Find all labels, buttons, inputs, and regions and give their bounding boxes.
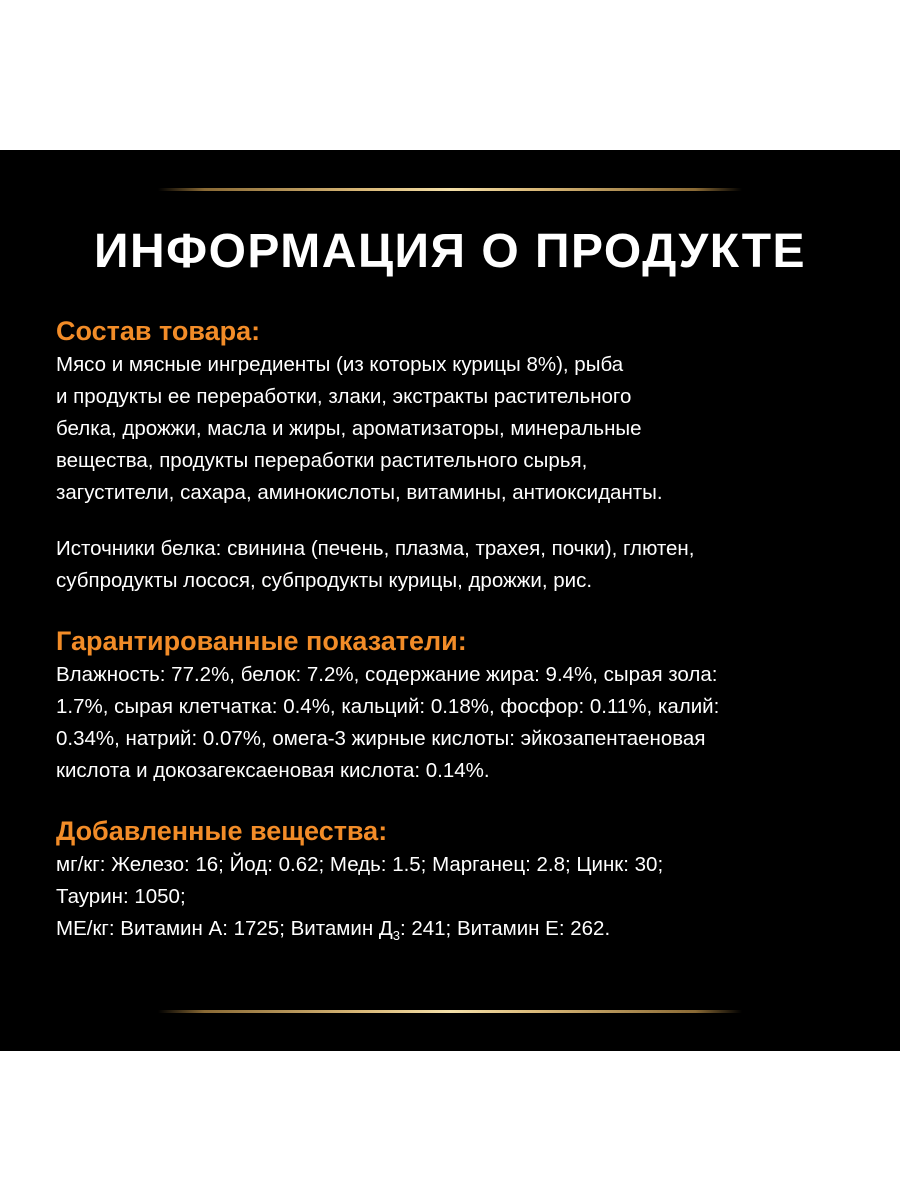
- composition-text: [56, 349, 856, 509]
- additives-me-suffix: : 241; Витамин Е: 262.: [399, 917, 611, 940]
- composition-line: белка, дрожжи, масла и жиры, ароматизаторы, минеральные: [56, 417, 642, 440]
- product-info-content: [56, 313, 856, 945]
- additives-line-me: [56, 913, 856, 945]
- product-info-panel: [0, 150, 900, 1051]
- additives-me-prefix: МЕ/кг: Витамин А: 1725; Витамин Д: [56, 917, 393, 940]
- guaranteed-line: кислота и докозагексаеновая кислота: 0.14%.: [56, 759, 490, 782]
- protein-sources-line: субпродукты лосося, субпродукты курицы, дрожжи, рис.: [56, 569, 593, 592]
- vitamin-d-subscript: 3: [392, 928, 400, 943]
- composition-line: Мясо и мясные ингредиенты (из которых курицы 8%), рыба: [56, 353, 624, 376]
- additives-line-mg: мг/кг: Железо: 16; Йод: 0.62; Медь: 1.5; Марганец: 2.8; Цинк: 30;: [56, 853, 664, 876]
- additives-heading: Добавленные вещества:: [56, 816, 388, 846]
- bottom-divider: [158, 1010, 742, 1013]
- composition-line: вещества, продукты переработки растительного сырья,: [56, 449, 588, 472]
- guaranteed-line: 1.7%, сырая клетчатка: 0.4%, кальций: 0.18%, фосфор: 0.11%, калий:: [56, 695, 720, 718]
- composition-heading: Состав товара:: [56, 316, 261, 346]
- composition-line: и продукты ее переработки, злаки, экстракты растительного: [56, 385, 632, 408]
- additives-line-taurine: Таурин: 1050;: [56, 885, 186, 908]
- protein-sources-text: [56, 533, 856, 597]
- guaranteed-text: [56, 659, 856, 787]
- top-divider: [158, 188, 742, 191]
- guaranteed-line: Влажность: 77.2%, белок: 7.2%, содержание жира: 9.4%, сырая зола:: [56, 663, 718, 686]
- page-title: ИНФОРМАЦИЯ О ПРОДУКТЕ: [93, 225, 807, 278]
- protein-sources-line: Источники белка: свинина (печень, плазма, трахея, почки), глютен,: [56, 537, 695, 560]
- guaranteed-line: 0.34%, натрий: 0.07%, омега-3 жирные кислоты: эйкозапентаеновая: [56, 727, 706, 750]
- composition-line: загустители, сахара, аминокислоты, витамины, антиоксиданты.: [56, 481, 663, 504]
- guaranteed-heading: Гарантированные показатели:: [56, 626, 467, 656]
- additives-text: [56, 849, 856, 945]
